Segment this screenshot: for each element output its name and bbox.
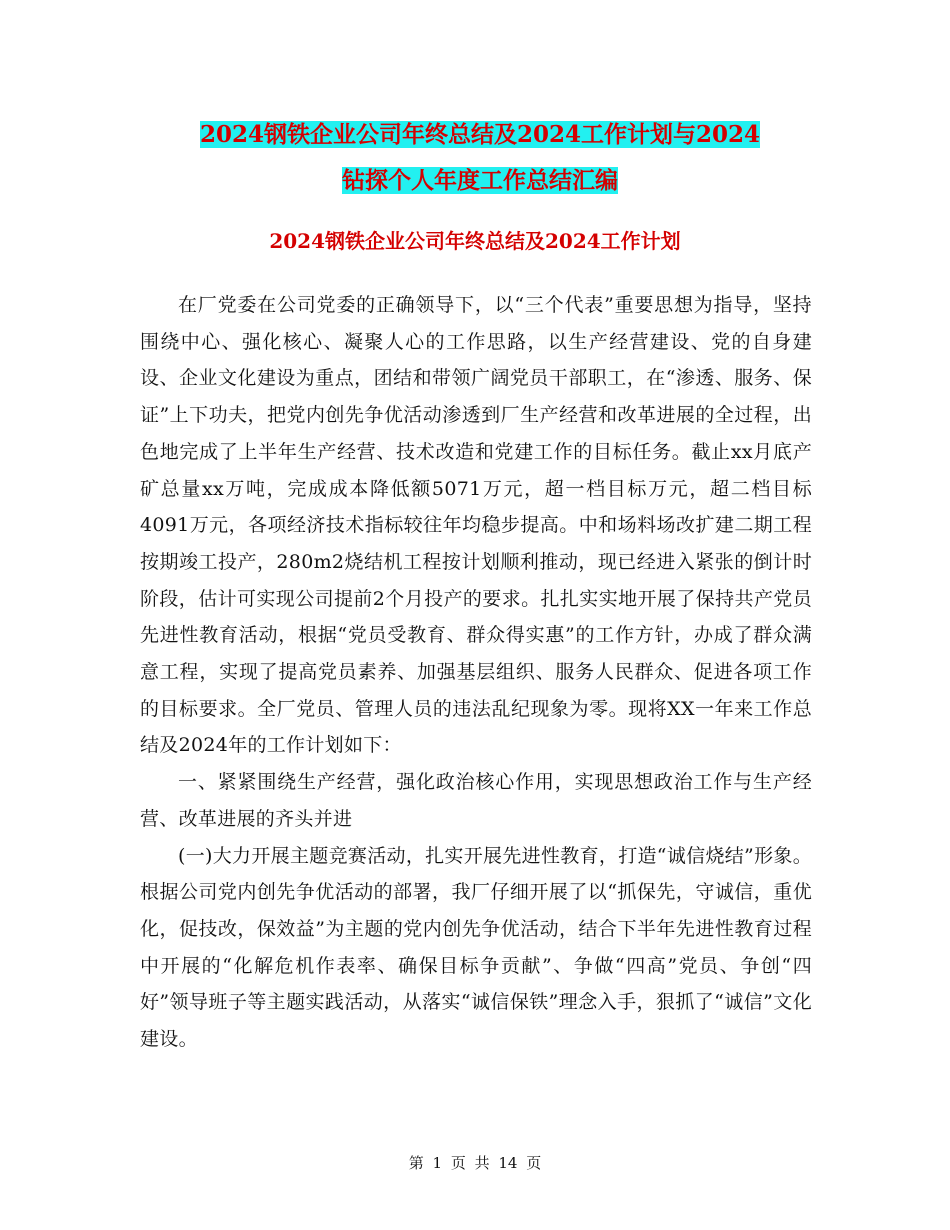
document-main-title: [150, 112, 810, 204]
section-title: 2024钢铁企业公司年终总结及2024工作计划: [269, 229, 681, 253]
paragraph-heading-one: 一、紧紧围绕生产经营，强化政治核心作用，实现思想政治工作与生产经营、改革进展的齐头并进: [140, 771, 812, 830]
main-title-line-1: 2024钢铁企业公司年终总结及2024工作计划与2024: [199, 121, 761, 148]
page-footer: 第 1 页 共 14 页: [408, 1154, 542, 1172]
paragraph-subsection-one: (一)大力开展主题竞赛活动，扎实开展先进性教育，打造“诚信烧结”形象。根据公司党内创先争优活动的部署，我厂仔细开展了以“抓保先，守诚信，重优化，促技改，保效益”为主题的党内创先争优活动，结合下半年先进性教育过程中开展的“化解危机作表率、确保目标争贡献”、争做“四高”党员、争创“四好”领导班子等主题实践活动，从落实“诚信保铁”理念入手，狠抓了“诚信”文化建设。: [140, 844, 812, 1051]
paragraph-intro: 在厂党委在公司党委的正确领导下，以“三个代表”重要思想为指导，坚持围绕中心、强化核心、凝聚人心的工作思路，以生产经营建设、党的自身建设、企业文化建设为重点，团结和带领广阔党员干部职工，在“渗透、服务、保证”上下功夫，把党内创先争优活动渗透到厂生产经营和改革进展的全过程，出色地完成了上半年生产经营、技术改造和党建工作的目标任务。截止xx月底产矿总量xx万吨，完成成本降低额5071万元，超一档目标万元，超二档目标4091万元，各项经济技术指标较往年均稳步提高。中和场料场改扩建二期工程按期竣工投产，280m2烧结机工程按计划顺利推动，现已经进入紧张的倒计时阶段，估计可实现公司提前2个月投产的要求。扎扎实实地开展了保持共产党员先进性教育活动，根据“党员受教育、群众得实惠”的工作方针，办成了群众满意工程，实现了提高党员素养、加强基层组织、服务人民群众、促进各项工作的目标要求。全厂党员、管理人员的违法乱纪现象为零。现将XX一年来工作总结及2024年的工作计划如下：: [140, 294, 812, 757]
main-title-line-2: 钻探个人年度工作总结汇编: [342, 167, 618, 194]
document-body: [140, 287, 812, 1058]
